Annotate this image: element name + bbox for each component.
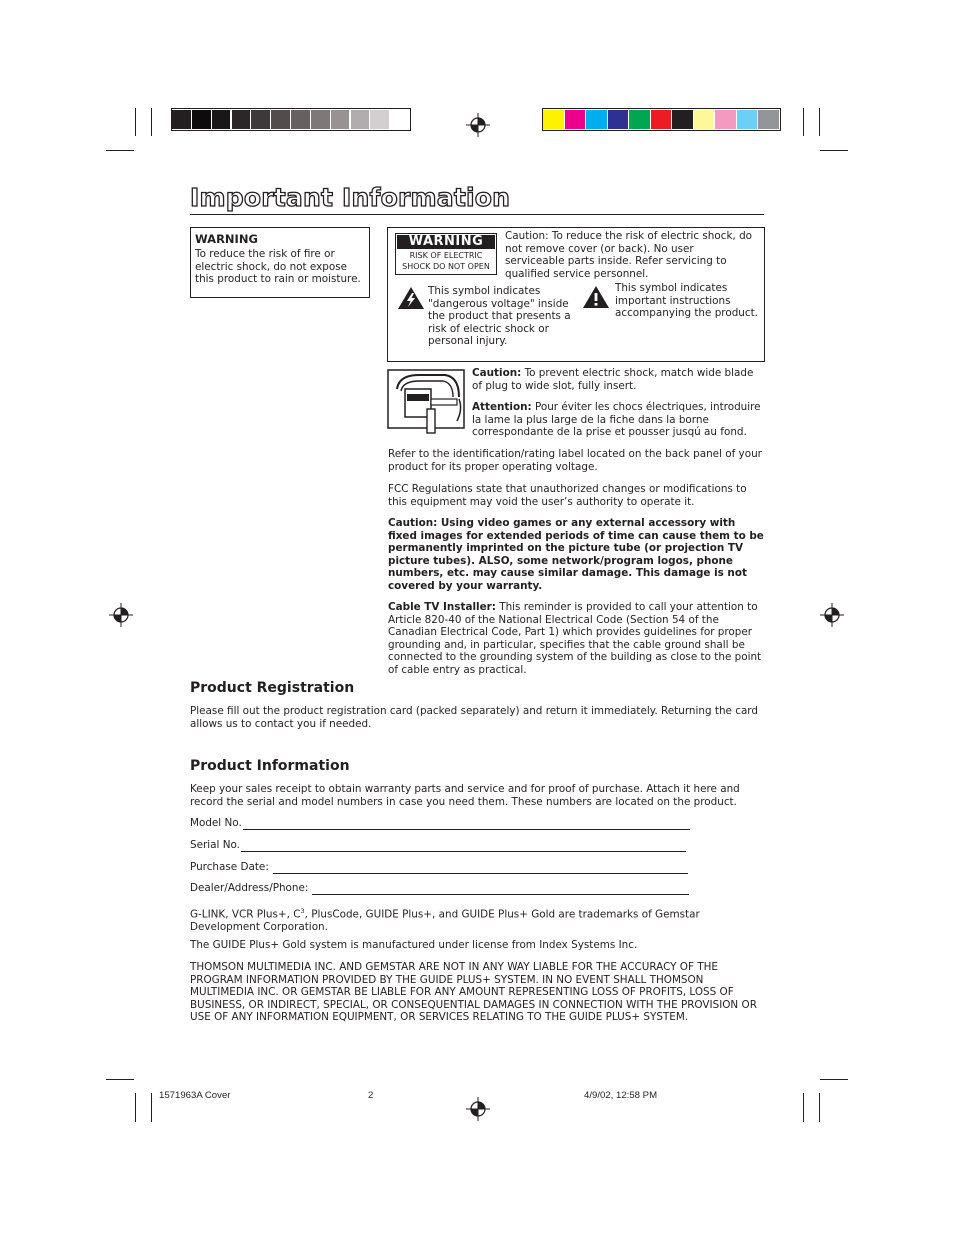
gray-swatch (212, 110, 231, 129)
purchase-date-label: Purchase Date: (190, 861, 269, 873)
trademarks-text-after: , PlusCode, GUIDE Plus+, and GUIDE Plus+ Gold are trademarks of Gemstar Development Corporation. (190, 908, 700, 934)
color-swatch (672, 110, 693, 129)
dealer-line[interactable] (312, 882, 689, 895)
polarized-plug-icon (387, 369, 465, 435)
color-swatch (543, 110, 564, 129)
model-number-field[interactable] (190, 817, 690, 830)
color-swatch (565, 110, 586, 129)
cable-installer-label: Cable TV Installer: (388, 601, 496, 613)
gray-swatch (192, 110, 211, 129)
gray-swatch (232, 110, 251, 129)
purchase-date-line[interactable] (273, 861, 688, 874)
gray-swatch (251, 110, 270, 129)
color-swatch (715, 110, 736, 129)
plug-attention-text: Pour éviter les chocs électriques, introduire la lame la plus large de la fiche dans la borne correspondante de la prise et pousser jusqú au fond. (472, 401, 761, 439)
gray-swatch (331, 110, 350, 129)
exclamation-warning-icon (582, 285, 610, 309)
model-number-label: Model No. (190, 817, 242, 829)
color-calibration-bar (542, 108, 781, 131)
gray-swatch (390, 110, 409, 129)
color-swatch (758, 110, 779, 129)
video-games-caution: Caution: Using video games or any external accessory with fixed images for extended periods of time can cause them to be permanently imprinted on the picture tube (or projection TV picture tubes). ALSO, some network/program logos, phone numbers, etc. may cause similar damage. This damage is not covered by your warranty. (388, 517, 764, 592)
symbol2-text: This symbol indicates important instructions accompanying the product. (615, 282, 758, 320)
plug-attention (472, 401, 764, 439)
cable-installer-text: This reminder is provided to call your attention to Article 820-40 of the National Electrical Code (Section 54 of the Canadian Electrical Code, Part 1) which provides guidelines for proper grounding and, in particular, specifies that the cable ground shall be connected to the grounding system of the building as close to the point of cable entry as practical. (388, 601, 762, 676)
color-swatch (694, 110, 715, 129)
caution-panel (387, 227, 765, 362)
plug-caution (472, 367, 764, 392)
caution-cover-text: Caution: To reduce the risk of electric shock, do not remove cover (or back). No user serviceable parts inside. Refer servicing to qualified service personnel. (505, 230, 753, 280)
registration-mark-icon (109, 603, 133, 627)
product-registration-text: Please fill out the product registration card (packed separately) and return it immediately. Returning the card allows us to contact you if needed. (190, 705, 758, 730)
registration-mark-icon (466, 1097, 490, 1121)
model-number-line[interactable] (243, 817, 690, 830)
gray-swatch (172, 110, 191, 129)
color-swatch (651, 110, 672, 129)
product-information-heading: Product Information (190, 758, 350, 774)
serial-number-field[interactable] (190, 839, 686, 852)
trademarks-superscript: 3 (300, 907, 305, 915)
symbol1-text: This symbol indicates "dangerous voltage" inside the product that presents a risk of electric shock or personal injury. (428, 285, 571, 348)
license-paragraph: The GUIDE Plus+ Gold system is manufactured under license from Index Systems Inc. (190, 939, 638, 951)
warning-label-line2: SHOCK DO NOT OPEN (402, 262, 490, 271)
serial-number-label: Serial No. (190, 839, 240, 851)
footer-page-number: 2 (368, 1090, 374, 1101)
gray-swatch (271, 110, 290, 129)
gray-swatch (370, 110, 389, 129)
trademarks-text-before: G-LINK, VCR Plus+, C (190, 908, 301, 921)
gray-swatch (291, 110, 310, 129)
product-registration-heading: Product Registration (190, 680, 355, 696)
gray-swatch (311, 110, 330, 129)
warning-heading: WARNING (195, 232, 258, 246)
plug-caution-label: Caution: (472, 367, 522, 379)
gray-swatch (351, 110, 370, 129)
color-swatch (629, 110, 650, 129)
warning-label-title: WARNING (397, 235, 495, 249)
trademarks-paragraph (190, 905, 764, 934)
purchase-date-field[interactable] (190, 861, 688, 874)
footer-timestamp: 4/9/02, 12:58 PM (584, 1090, 658, 1101)
product-information-text: Keep your sales receipt to obtain warranty parts and service and for proof of purchase. Attach it here and record the serial and model numbers in case you need them. These numbers are located on the product. (190, 783, 740, 808)
cable-installer-paragraph (388, 601, 764, 677)
page-title: Important Information (190, 183, 511, 212)
plug-caution-text: To prevent electric shock, match wide blade of plug to wide slot, fully insert. (472, 367, 754, 392)
warning-text: To reduce the risk of fire or electric shock, do not expose this product to rain or moisture. (195, 248, 361, 286)
footer-file-name: 1571963A Cover (159, 1090, 231, 1101)
warning-box (190, 227, 370, 298)
lightning-warning-icon (397, 286, 425, 310)
dealer-label: Dealer/Address/Phone: (190, 882, 309, 894)
fcc-paragraph: FCC Regulations state that unauthorized changes or modifications to this equipment may void the user’s authority to operate it. (388, 483, 747, 508)
color-swatch (586, 110, 607, 129)
registration-mark-icon (820, 603, 844, 627)
registration-mark-icon (466, 113, 490, 137)
warning-label-line1: RISK OF ELECTRIC (409, 251, 483, 260)
plug-attention-label: Attention: (472, 401, 532, 413)
disclaimer-paragraph: THOMSON MULTIMEDIA INC. AND GEMSTAR ARE NOT IN ANY WAY LIABLE FOR THE ACCURACY OF THE PROGRAM INFORMATION PROVIDED BY THE GUIDE PLUS+ SYSTEM. IN NO EVENT SHALL THOMSON MULTIMEDIA INC. OR GEMSTAR BE LIABLE FOR ANY AMOUNT REPRESENTING LOSS OF PROFITS, LOSS OF BUSINESS, OR INDIRECT, SPECIAL, OR CONSEQUENTIAL DAMAGES IN CONNECTION WITH THE PROVISION OR USE OF ANY INFORMATION EQUIPMENT, OR SERVICES RELATING TO THE GUIDE PLUS+ SYSTEM. (190, 961, 757, 1024)
title-rule (190, 214, 764, 215)
grayscale-calibration-bar (171, 108, 411, 131)
color-swatch (737, 110, 758, 129)
serial-number-line[interactable] (241, 839, 686, 852)
rating-label-paragraph: Refer to the identification/rating label located on the back panel of your product for its proper operating voltage. (388, 448, 762, 473)
dealer-field[interactable] (190, 882, 689, 895)
color-swatch (608, 110, 629, 129)
warning-label (395, 233, 497, 275)
